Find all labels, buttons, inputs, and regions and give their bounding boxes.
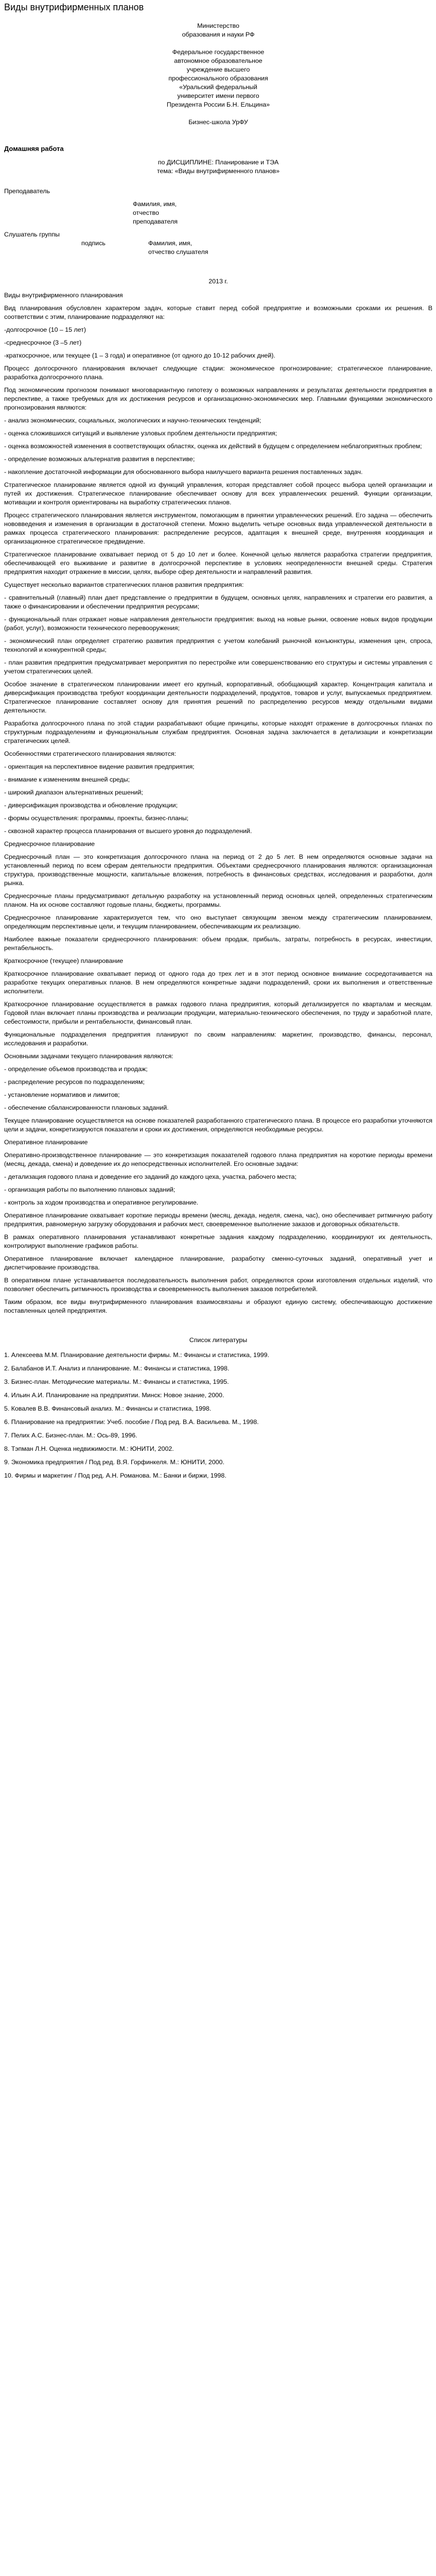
body-paragraph: Наиболее важные показатели среднесрочного планирования: объем продаж, прибыль, затраты, потребность в ресурсах, инвестиции, рентабельность. [4, 936, 432, 952]
teacher-label: Преподаватель [4, 188, 50, 195]
signature-label: подпись [81, 240, 106, 247]
body-paragraph: - детализация годового плана и доведение его заданий до каждого цеха, участка, рабочего места; [4, 1173, 297, 1180]
document-body [4, 291, 432, 1315]
body-paragraph: - сравнительный (главный) план дает представление о предприятии в будущем, основных целях, направлениях и стратегии его развития, а также о финансировании и обеспечении предприятия ресурсами; [4, 594, 432, 610]
body-paragraph: Процесс долгосрочного планирования включает следующие стадии: экономическое прогнозирование; стратегическое планирование, разработка долгосрочного плана. [4, 365, 432, 381]
body-paragraph: Стратегическое планирование является одной из функций управления, которая представляет собой процесс выбора целей организации и путей их достижения. Стратегическое планирование обеспечивает основу для всех управленческих решений. Функции организации, мотивации и контроля ориентированы на выработку стратегических планов. [4, 481, 432, 506]
references-title: Список литературы [189, 1336, 248, 1344]
reference-item: 8. Тэпман Л.Н. Оценка недвижимости. М.: ЮНИТИ, 2002. [4, 1445, 174, 1452]
body-paragraph: - функциональный план отражает новые направления деятельности предприятия: выход на новые рынки, освоение новых видов продукции (работ, услуг), возможности технического перевооружения; [4, 616, 432, 632]
city-year: 2013 г. [208, 278, 228, 285]
page-title: Виды внутрифирменных планов [4, 2, 144, 12]
body-paragraph: - организация работы по выполнению плановых заданий; [4, 1186, 176, 1193]
body-paragraph: - оценка возможностей изменения в соответствующих областях, оценка их действий в будущем с определением неблагоприятных проблем; [4, 443, 422, 450]
body-paragraph: - накопление достаточной информации для обоснованного выбора наилучшего варианта решения поставленных задач. [4, 468, 363, 476]
reference-item: 2. Балабанов И.Т. Анализ и планирование. М.: Финансы и статистика, 1998. [4, 1365, 230, 1372]
institution-line [136, 39, 301, 48]
body-paragraph: - установление нормативов и лимитов; [4, 1091, 120, 1098]
body-paragraph: В рамках оперативного планирования устанавливают конкретные задания каждому подразделению, координируют их деятельность, контролируют выполнение графиков работы. [4, 1233, 432, 1249]
body-paragraph: Процесс стратегического планирования является инструментом, помогающим в принятии управленческих решений. Его задача — обеспечить нововведения и изменения в организации в достаточной степени. Можно выделить четыре основных вида управленческой деятельности в рамках процесса стратегического планирования: распределение ресурсов, адаптация к внешней среде, внутренняя координация и организационное стратегическое предвидение. [4, 512, 432, 545]
body-paragraph: - контроль за ходом производства и оперативное регулирование. [4, 1199, 199, 1206]
body-paragraph: Стратегическое планирование охватывает период от 5 до 10 лет и более. Конечной целью является разработка стратегии предприятия, обеспечивающей его выживание и развитие в долгосрочной перспективе в условиях неопределенности внешней среды. Стратегия предприятия находит отражение в миссии, целях, выборе сфер деятельности и направлений развития. [4, 551, 432, 575]
body-paragraph: Таким образом, все виды внутрифирменного планирования взаимосвязаны и образуют единую систему, обеспечивающую достижение поставленных целей предприятия. [4, 1298, 432, 1314]
reference-item: 5. Ковалев В.В. Финансовый анализ. М.: Финансы и статистика, 1998. [4, 1405, 212, 1412]
body-paragraph: Особое значение в стратегическом планировании имеет его крупный, корпоративный, обобщающий характер. Концентрация капитала и диверсификация производства требуют координации деятельности подразделений, продуктов, товаров и услуг, выпускаемых предприятием. Стратегическое планирование составляет основу для принятия решений по распределению ресурсов между отдельными видами деятельности. [4, 681, 432, 714]
reference-item: 9. Экономика предприятия / Под ред. В.Я. Горфинкеля. М.: ЮНИТИ, 2000. [4, 1459, 224, 1466]
body-paragraph: Краткосрочное планирование осуществляется в рамках годового плана предприятия, который детализируется по кварталам и месяцам. Годовой план включает планы производства и реализации продукции, материально-технического обеспечения, по труду и заработной плате, себестоимости, прибыли и рентабельности, финансовый план. [4, 1001, 432, 1025]
body-paragraph: - сквозной характер процесса планирования от высшего уровня до подразделений. [4, 827, 252, 835]
reference-item: 7. Пелих А.С. Бизнес-план. М.: Ось-89, 1996. [4, 1432, 137, 1439]
body-paragraph: Особенностями стратегического планирования являются: [4, 750, 177, 757]
body-paragraph: - определение возможных альтернатив развития в перспективе; [4, 455, 195, 463]
student-label: Слушатель группы [4, 231, 60, 238]
body-paragraph: Оперативное планирование [4, 1139, 88, 1146]
body-paragraph: Среднесрочный план — это конкретизация долгосрочного плана на период от 2 до 5 лет. В нем определяются основные задачи на установленный период по всем сферам деятельности предприятия. Объектами среднесрочного планирования являются: организационная структура, производственные мощности, капитальные вложения, потребность в финансовых средствах, исследования и разработки, доля рынка. [4, 853, 432, 887]
institution-line: «Уральский федеральный [179, 83, 257, 91]
body-paragraph: Под экономическим прогнозом понимают многовариантную гипотезу о возможных направлениях и результатах деятельности предприятия в перспективе, а также требуемых для их достижения ресурсов и организационно-экономических мер. Главными функциями экономического прогнозирования являются: [4, 386, 432, 411]
body-paragraph: - анализ экономических, социальных, экологических и научно-технических тенденций; [4, 417, 261, 424]
body-paragraph: - план развития предприятия предусматривает мероприятия по перестройке или совершенствованию его структуры и системы управления с учетом стратегических целей. [4, 659, 432, 675]
reference-item: 1. Алексеева М.М. Планирование деятельности фирмы. М.: Финансы и статистика, 1999. [4, 1351, 269, 1359]
teacher-name-line: Фамилия, имя, [133, 200, 177, 208]
student-name-block [148, 239, 208, 257]
body-paragraph: Вид планирования обусловлен характером задач, которые ставит перед собой предприятие и возможными сроками их решения. В соответствии с этим, планирование подразделяют на: [4, 304, 432, 320]
body-paragraph: Существует несколько вариантов стратегических планов развития предприятия: [4, 581, 244, 588]
institution-line: университет имени первого [177, 92, 259, 99]
body-paragraph: Виды внутрифирменного планирования [4, 292, 123, 299]
teacher-name-line: преподавателя [133, 218, 178, 225]
body-paragraph: Оперативно-производственное планирование — это конкретизация показателей годового плана предприятия на короткие периоды времени (месяц, декада, смена) и доведение их до непосредственных исполнителей. Его основные задачи: [4, 1151, 432, 1167]
body-paragraph: - обеспечение сбалансированности плановых заданий. [4, 1104, 169, 1111]
body-paragraph: -среднесрочное (3 –5 лет) [4, 339, 82, 346]
institution-line: учреждение высшего [186, 66, 250, 73]
reference-item: 6. Планирование на предприятии: Учеб. пособие / Под ред. В.А. Васильева. М., 1998. [4, 1418, 259, 1426]
institution-line [136, 109, 301, 118]
body-paragraph: Разработка долгосрочного плана по этой стадии разрабатывают общие принципы, которые находят отражение в долгосрочных планах по структурным подразделениям и функциональным службам предприятия. Основная задача заключается в детализации и конкретизации стратегических целей. [4, 720, 432, 744]
discipline-line: по ДИСЦИПЛИНЕ: Планирование и ТЭА [158, 159, 279, 166]
institution-line: Министерство [197, 22, 239, 29]
body-paragraph: - ориентация на перспективное видение развития предприятия; [4, 763, 195, 770]
institution-line: образования и науки РФ [182, 31, 255, 38]
signature-row [4, 239, 432, 257]
institution-line: профессионального образования [168, 75, 268, 82]
teacher-name-line: отчество [133, 209, 159, 216]
body-paragraph: - широкий диапазон альтернативных решений; [4, 789, 143, 796]
body-paragraph: Среднесрочные планы предусматривают детальную разработку на установленный период основных целей, определенных стратегическим планом. На их основе составляют годовые планы, бюджеты, программы. [4, 892, 432, 908]
body-paragraph: Среднесрочное планирование характеризуется тем, что оно выступает связующим звеном между стратегическим планированием, определяющим перспективные цели, и текущим планированием, обеспечивающим их реализацию. [4, 914, 432, 930]
body-paragraph: Оперативное планирование включает календарное планирование, разработку сменно-суточных заданий, оперативный учет и диспетчирование производства. [4, 1255, 432, 1271]
body-paragraph: Оперативное планирование охватывает короткие периоды времени (месяц, декада, неделя, смена, час), оно обеспечивает ритмичную работу предприятия, равномерную загрузку оборудования и рабочих мест, своевременное выполнение заказов и договорных обязательств. [4, 1212, 432, 1228]
body-paragraph: -долгосрочное (10 – 15 лет) [4, 326, 86, 333]
reference-item: 3. Бизнес-план. Методические материалы. М.: Финансы и статистика, 1995. [4, 1378, 229, 1385]
references-list [4, 1351, 432, 1480]
student-name-line: Фамилия, имя, [148, 240, 193, 247]
body-paragraph: Основными задачами текущего планирования являются: [4, 1053, 173, 1060]
teacher-name-block [4, 200, 432, 226]
reference-item: 4. Ильин А.И. Планирование на предприятии. Минск: Новое знание, 2000. [4, 1392, 224, 1399]
institution-line: автономное образовательное [174, 57, 263, 64]
body-paragraph: - внимание к изменениям внешней среды; [4, 776, 130, 783]
institution-line: Президента России Б.Н. Ельцина» [166, 101, 270, 108]
student-name-line: отчество слушателя [148, 248, 208, 256]
topic-line: тема: «Виды внутрифирменного планов» [156, 167, 280, 175]
institution-line: Федеральное государственное [172, 48, 265, 56]
body-paragraph: - определение объемов производства и продаж; [4, 1065, 148, 1073]
work-type-heading: Домашняя работа [4, 145, 64, 152]
body-paragraph: - диверсификация производства и обновление продукции; [4, 802, 178, 809]
body-paragraph: - формы осуществления: программы, проекты, бизнес-планы; [4, 815, 189, 822]
body-paragraph: -краткосрочное, или текущее (1 – 3 года) и оперативное (от одного до 10-12 рабочих дней). [4, 352, 275, 359]
body-paragraph: Текущее планирование осуществляется на основе показателей разработанного стратегического плана. В процессе его разработки уточняются цели и задачи, конкретизируются показатели и сроки их достижения, определяются необходимые ресурсы. [4, 1117, 432, 1133]
body-paragraph: Среднесрочное планирование [4, 840, 95, 848]
body-paragraph: Функциональные подразделения предприятия планируют по своим направлениям: маркетинг, производство, финансы, персонал, исследования и разработки. [4, 1031, 432, 1047]
body-paragraph: В оперативном плане устанавливается последовательность выполнения работ, определяются сроки изготовления отдельных изделий, что позволяет обеспечить ритмичность производства и своевременность выполнения заказов потребителей. [4, 1277, 432, 1293]
body-paragraph: - распределение ресурсов по подразделениям; [4, 1078, 145, 1086]
reference-item: 10. Фирмы и маркетинг / Под ред. А.Н. Романова. М.: Банки и биржи, 1998. [4, 1472, 226, 1479]
institution-block [136, 22, 301, 127]
body-paragraph: - экономический план определяет стратегию развития предприятия с учетом колебаний рыночной конъюнктуры, изменения цен, спроса, технологий и конкурентной среды; [4, 637, 432, 653]
body-paragraph: Краткосрочное (текущее) планирование [4, 957, 124, 964]
institution-line: Бизнес-школа УрФУ [188, 118, 248, 126]
body-paragraph: Краткосрочное планирование охватывает период от одного года до трех лет и в этот период основное внимание сосредотачивается на разработке текущих оперативных планов. В нем определяются конкретные задачи подразделений, сроки их выполнения и ответственные исполнители. [4, 970, 432, 995]
body-paragraph: - оценка сложившихся ситуаций и выявление узловых проблем деятельности предприятия; [4, 430, 277, 437]
